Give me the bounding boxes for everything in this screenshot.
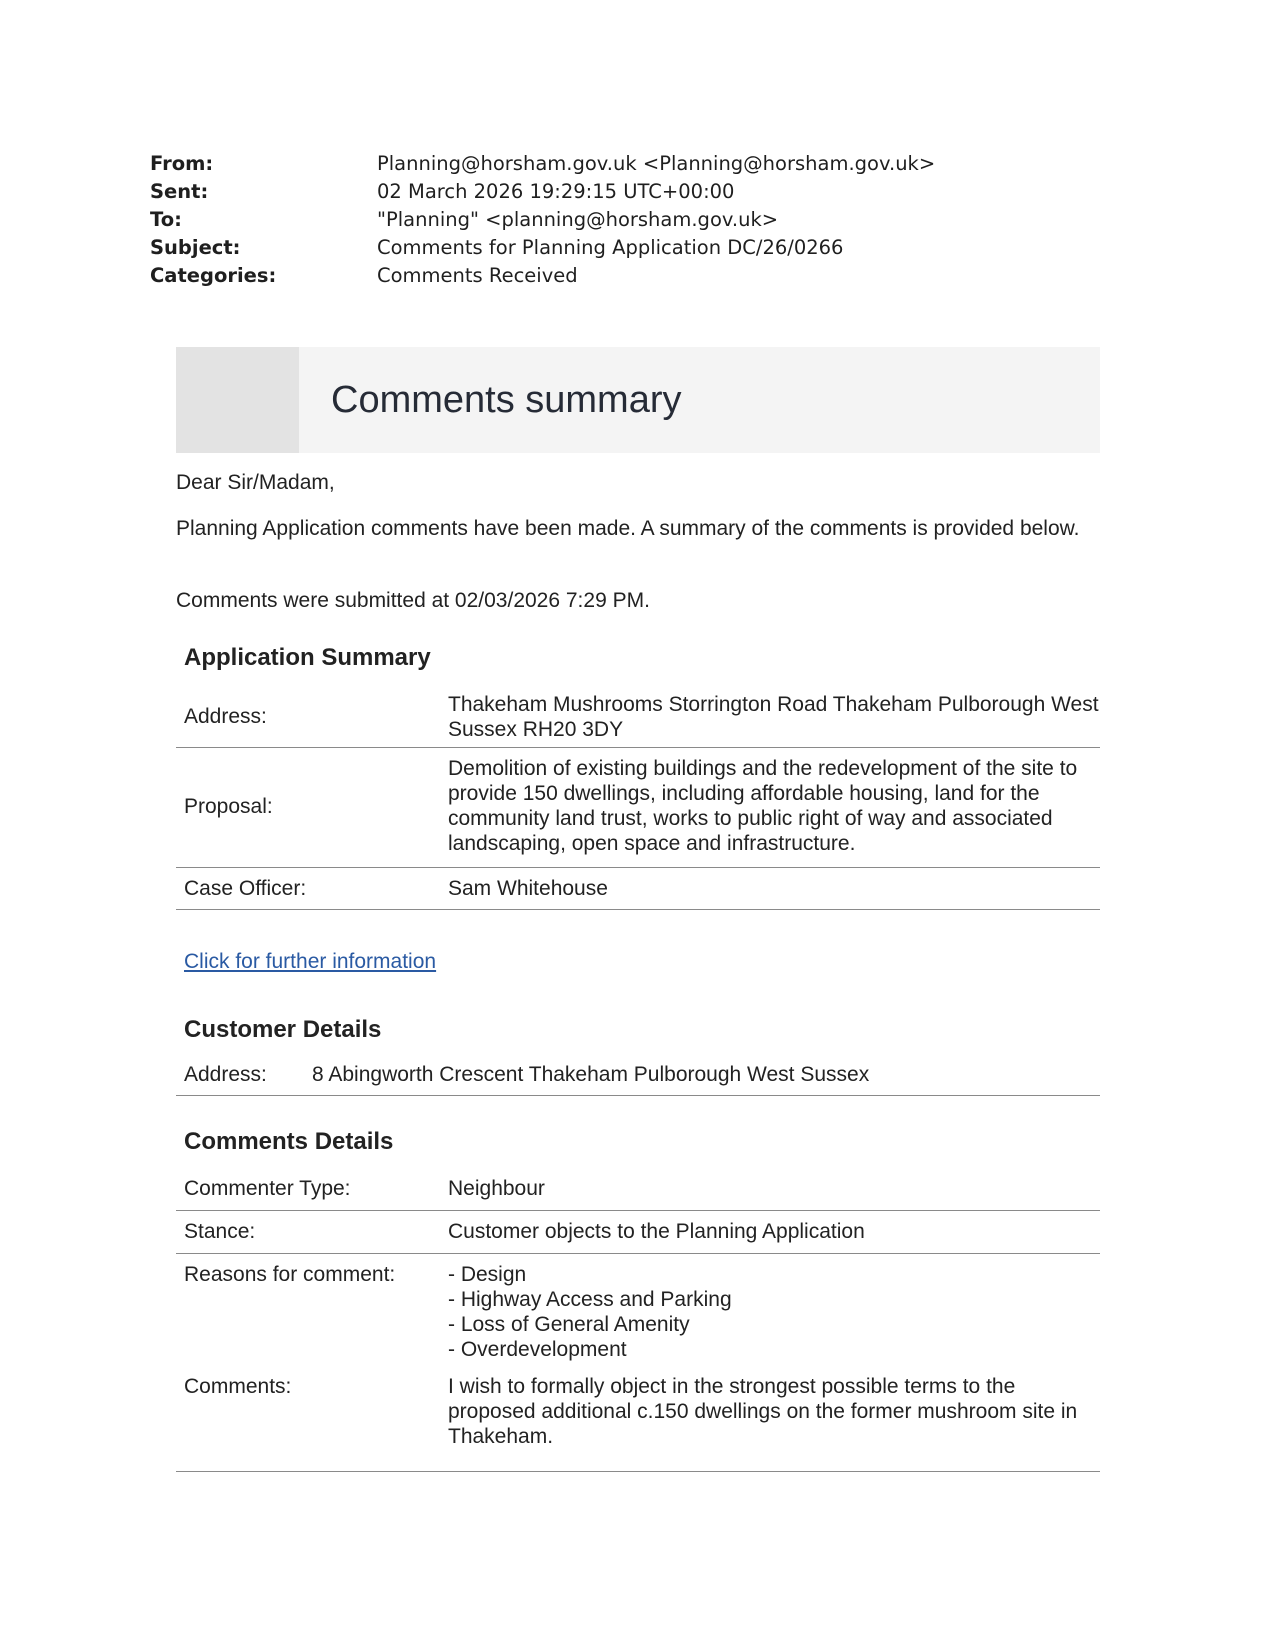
reason-item: - Loss of General Amenity [448, 1313, 690, 1336]
email-categories-row [150, 262, 1150, 290]
table-row [176, 748, 1100, 868]
proposal-label: Proposal: [184, 795, 273, 818]
categories-label: Categories: [150, 264, 277, 287]
banner-title: Comments summary [331, 379, 682, 421]
stance-value: Customer objects to the Planning Application [448, 1220, 865, 1243]
table-row [176, 1211, 1100, 1254]
intro-text: Planning Application comments have been made. A summary of the comments is provided below. [176, 517, 1080, 540]
comments-value: I wish to formally object in the strongest possible terms to the proposed additional c.150 dwellings on the former mushroom site in Thakeham. [448, 1375, 1078, 1448]
email-header [150, 150, 1150, 290]
comments-details-heading: Comments Details [184, 1128, 394, 1155]
application-summary-table [176, 686, 1100, 910]
table-row [176, 686, 1100, 748]
table-row [176, 1054, 1100, 1096]
email-from-row [150, 150, 1150, 178]
from-value: Planning@horsham.gov.uk <Planning@horsham.gov.uk> [377, 152, 936, 175]
submitted-text: Comments were submitted at 02/03/2026 7:29 PM. [176, 589, 650, 612]
subject-value: Comments for Planning Application DC/26/0266 [377, 236, 844, 259]
greeting: Dear Sir/Madam, [176, 471, 335, 494]
summary-banner [176, 347, 1100, 453]
table-row [176, 868, 1100, 910]
reason-item: - Design [448, 1263, 527, 1286]
case-officer-value: Sam Whitehouse [448, 877, 608, 900]
customer-address-value: 8 Abingworth Crescent Thakeham Pulborough West Sussex [312, 1063, 870, 1086]
table-row [176, 1168, 1100, 1211]
reason-item: - Overdevelopment [448, 1338, 627, 1361]
categories-value: Comments Received [377, 264, 578, 287]
email-to-row [150, 206, 1150, 234]
reasons-label: Reasons for comment: [184, 1263, 396, 1286]
table-row [176, 1368, 1100, 1472]
stance-label: Stance: [184, 1220, 256, 1243]
further-information-link[interactable]: Click for further information [184, 950, 437, 973]
comments-details-table [176, 1168, 1100, 1472]
sent-value: 02 March 2026 19:29:15 UTC+00:00 [377, 180, 735, 203]
banner-logo-placeholder [176, 347, 299, 453]
customer-details-table [176, 1054, 1100, 1096]
customer-address-label: Address: [184, 1063, 267, 1086]
email-subject-row [150, 234, 1150, 262]
from-label: From: [150, 152, 214, 175]
comments-label: Comments: [184, 1375, 292, 1398]
subject-label: Subject: [150, 236, 241, 259]
application-summary-heading: Application Summary [184, 644, 431, 671]
to-label: To: [150, 208, 182, 231]
address-value: Thakeham Mushrooms Storrington Road Thakeham Pulborough West Sussex RH20 3DY [448, 693, 1099, 741]
reason-item: - Highway Access and Parking [448, 1288, 732, 1311]
reasons-list [448, 1262, 1100, 1362]
address-label: Address: [184, 705, 267, 728]
table-row [176, 1254, 1100, 1368]
customer-details-heading: Customer Details [184, 1016, 382, 1043]
to-value: "Planning" <planning@horsham.gov.uk> [377, 208, 779, 231]
case-officer-label: Case Officer: [184, 877, 307, 900]
proposal-value: Demolition of existing buildings and the redevelopment of the site to provide 150 dwellings, including affordable housing, land for the community land trust, works to public right of way and associated landscaping, open space and infrastructure. [448, 757, 1078, 855]
email-sent-row [150, 178, 1150, 206]
sent-label: Sent: [150, 180, 209, 203]
commenter-type-label: Commenter Type: [184, 1177, 351, 1200]
commenter-type-value: Neighbour [448, 1177, 545, 1200]
